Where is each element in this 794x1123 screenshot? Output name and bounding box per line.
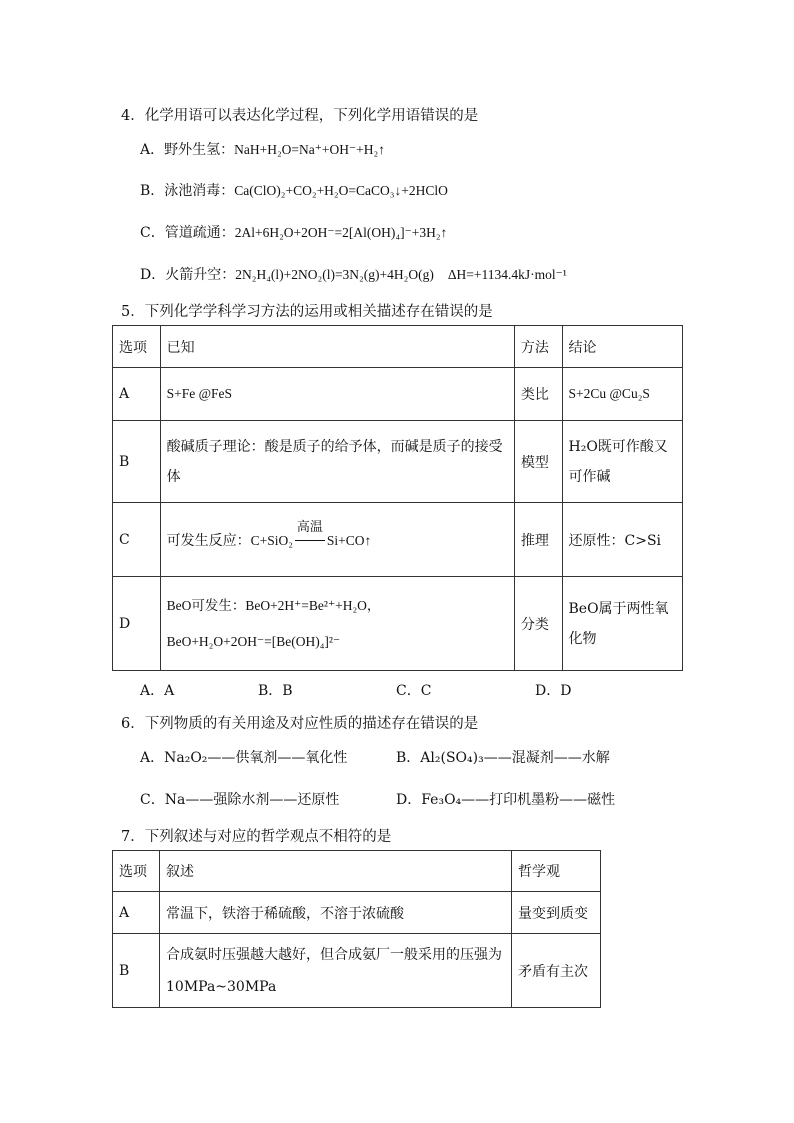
q6-option-c-label: C． <box>140 792 165 808</box>
q5-stem: 5．下列化学学科学习方法的运用或相关描述存在错误的是 <box>121 304 493 320</box>
q5-header-conclusion: 结论 <box>562 326 683 368</box>
q6-option-c[interactable] <box>140 789 339 809</box>
table-row <box>113 892 601 934</box>
q5-row-d-known-line2: BeO+H₂O+2OH⁻=[Be(OH)₄]²⁻ <box>166 633 341 649</box>
q4-option-a-label: A．野外生氢： <box>140 142 235 158</box>
q5-header-method: 方法 <box>514 326 562 368</box>
q5-row-d-conclusion: BeO属于两性氧化物 <box>562 577 683 671</box>
q5-header-known: 已知 <box>160 326 514 368</box>
q4-option-b-label: B．泳池消毒： <box>140 183 235 199</box>
q7-row-b-text: 合成氨时压强越大越好，但合成氨厂一般采用的压强为10MPa~30MPa <box>160 934 512 1008</box>
q4-option-b-formula: Ca(ClO)₂+CO₂+H₂O=CaCO₃↓+2HClO <box>234 183 448 198</box>
q5-row-c-option: C <box>113 503 161 577</box>
q4-option-c[interactable] <box>140 222 447 242</box>
q6-option-b-label: B． <box>396 750 421 766</box>
q4-stem: 4．化学用语可以表达化学过程，下列化学用语错误的是 <box>121 108 479 124</box>
q5-row-c-formula-right: Si+CO↑ <box>326 532 372 548</box>
q5-row-c-conclusion: 还原性：C>Si <box>562 503 683 577</box>
q4-option-d[interactable] <box>140 264 567 284</box>
q5-row-c-condition-arrow <box>293 519 327 549</box>
table-row <box>113 577 683 671</box>
q6-option-b-text: Al₂(SO₄)₃——混凝剂——水解 <box>420 750 610 766</box>
q5-row-c-condition: 高温 <box>296 519 323 535</box>
q5-row-b-known: 酸碱质子理论：酸是质子的给予体，而碱是质子的接受体 <box>160 421 514 503</box>
q6-option-a-text: Na₂O₂——供氧剂——氧化性 <box>164 750 348 766</box>
q6-option-a-label: A． <box>140 750 165 766</box>
table-row <box>113 503 683 577</box>
q4-option-d-formula: 2N₂H₄(l)+2NO₂(l)=3N₂(g)+4H₂O(g) <box>235 267 434 282</box>
q5-row-d-option: D <box>113 577 161 671</box>
q7-table <box>112 850 601 1008</box>
q5-row-d-known-line1: BeO可发生：BeO+2H⁺=Be²⁺+H₂O， <box>166 597 381 613</box>
q6-option-a[interactable] <box>140 747 347 767</box>
q5-row-c-known-prefix: 可发生反应： <box>166 532 251 549</box>
q6-stem: 6．下列物质的有关用途及对应性质的描述存在错误的是 <box>121 716 479 732</box>
q5-choice-a[interactable]: A．A <box>140 683 175 699</box>
table-row <box>113 421 683 503</box>
q4-option-c-formula: 2Al+6H₂O+2OH⁻=2[Al(OH)₄]⁻+3H₂↑ <box>234 225 448 240</box>
q5-row-b-method: 模型 <box>514 421 562 503</box>
q5-table-header <box>113 326 683 368</box>
q5-row-c-method: 推理 <box>514 503 562 577</box>
q4-option-a-formula: NaH+H₂O=Na⁺+OH⁻+H₂↑ <box>234 142 385 157</box>
q6-option-b[interactable] <box>396 747 610 767</box>
q5-row-a-conclusion: S+2Cu @Cu₂S <box>562 368 683 421</box>
q7-header-view: 哲学观 <box>512 851 601 892</box>
q6-option-c-text: Na——强除水剂——还原性 <box>164 792 340 808</box>
q7-header-option: 选项 <box>113 851 160 892</box>
q7-row-b-view: 矛盾有主次 <box>512 934 601 1008</box>
q4-option-b[interactable] <box>140 180 448 200</box>
q5-row-b-option: B <box>113 421 161 503</box>
q5-row-b-conclusion: H₂O既可作酸又可作碱 <box>562 421 683 503</box>
q5-choice-d[interactable]: D．D <box>535 683 572 699</box>
q5-header-option: 选项 <box>113 326 161 368</box>
q5-row-c-formula-left: C+SiO₂ <box>250 532 293 548</box>
q5-row-d-method: 分类 <box>514 577 562 671</box>
q7-stem: 7．下列叙述与对应的哲学观点不相符的是 <box>121 829 392 845</box>
q7-table-header <box>113 851 601 892</box>
table-row <box>113 934 601 1008</box>
q7-row-a-option: A <box>113 892 160 934</box>
q5-row-d-known <box>160 577 514 671</box>
q5-row-a-option: A <box>113 368 161 421</box>
q6-option-d-label: D． <box>396 792 422 808</box>
q5-choice-b[interactable]: B．B <box>258 683 293 699</box>
q5-choice-c[interactable]: C．C <box>396 683 432 699</box>
q5-table <box>112 325 683 671</box>
q4-option-d-label: D．火箭升空： <box>140 267 236 283</box>
table-row <box>113 368 683 421</box>
q4-option-c-label: C．管道疏通： <box>140 225 235 241</box>
q7-row-a-text: 常温下，铁溶于稀硫酸，不溶于浓硫酸 <box>160 892 512 934</box>
q5-row-a-known: S+Fe @FeS <box>160 368 514 421</box>
q7-row-a-view: 量变到质变 <box>512 892 601 934</box>
q4-option-a[interactable] <box>140 139 385 159</box>
q6-option-d-text: Fe₃O₄——打印机墨粉——磁性 <box>421 792 616 808</box>
q5-row-a-method: 类比 <box>514 368 562 421</box>
q7-row-b-option: B <box>113 934 160 1008</box>
q4-option-d-enthalpy: ΔH=+1134.4kJ·mol⁻¹ <box>447 267 567 282</box>
q5-row-c-known <box>160 503 514 577</box>
q6-option-d[interactable] <box>396 789 615 809</box>
q7-header-statement: 叙述 <box>160 851 512 892</box>
